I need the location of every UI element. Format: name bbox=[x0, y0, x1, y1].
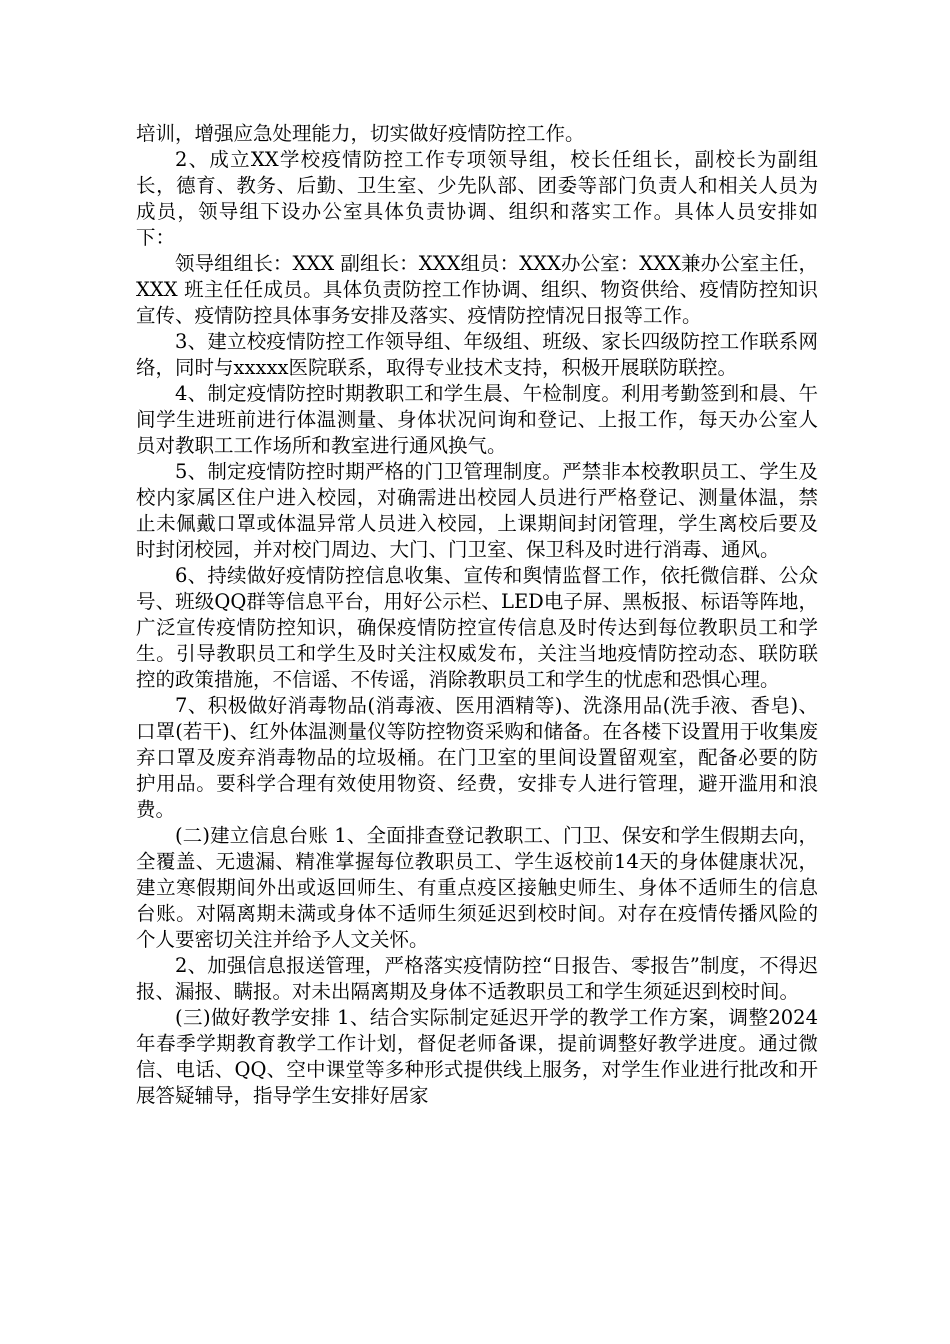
paragraph-11: (三)做好教学安排 1、结合实际制定延迟开学的教学工作方案，调整2024年春季学期教育教学工作计划，督促老师备课，提前调整好教学进度。通过微信、电话、QQ、空中课堂等多种形式提供线上服务，对学生作业进行批改和开展答疑辅导，指导学生安排好居家 bbox=[136, 1006, 818, 1107]
paragraph-5: 4、制定疫情防控时期教职工和学生晨、午检制度。利用考勤签到和晨、午间学生进班前进行体温测量、身体状况问询和登记、上报工作，每天办公室人员对教职工工作场所和教室进行通风换气。 bbox=[136, 382, 818, 457]
paragraph-7: 6、持续做好疫情防控信息收集、宣传和舆情监督工作，依托微信群、公众号、班级QQ群等信息平台，用好公示栏、LED电子屏、黑板报、标语等阵地，广泛宣传疫情防控知识，确保疫情防控宣传信息及时传达到每位教职员工和学生。引导教职员工和学生及时关注权威发布，关注当地疫情防控动态、联防联控的政策措施，不信谣、不传谣，消除教职员工和学生的忧虑和恐惧心理。 bbox=[136, 564, 818, 691]
document-page bbox=[136, 121, 818, 1109]
paragraph-6: 5、制定疫情防控时期严格的门卫管理制度。严禁非本校教职员工、学生及校内家属区住户进入校园，对确需进出校园人员进行严格登记、测量体温，禁止未佩戴口罩或体温异常人员进入校园，上课期间封闭管理，学生离校后要及时封闭校园，并对校门周边、大门、门卫室、保卫科及时进行消毒、通风。 bbox=[136, 460, 818, 561]
paragraph-4: 3、建立校疫情防控工作领导组、年级组、班级、家长四级防控工作联系网络，同时与xxxxx医院联系，取得专业技术支持，积极开展联防联控。 bbox=[136, 330, 818, 379]
paragraph-1: 培训，增强应急处理能力，切实做好疫情防控工作。 bbox=[136, 122, 585, 145]
paragraph-10: 2、加强信息报送管理，严格落实疫情防控“日报告、零报告”制度，不得迟报、漏报、瞒报。对未出隔离期及身体不适教职员工和学生须延迟到校时间。 bbox=[136, 954, 818, 1003]
paragraph-8: 7、积极做好消毒物品(消毒液、医用酒精等)、洗涤用品(洗手液、香皂)、口罩(若干)、红外体温测量仪等防控物资采购和储备。在各楼下设置用于收集废弃口罩及废弃消毒物品的垃圾桶。在门卫室的里间设置留观室，配备必要的防护用品。要科学合理有效使用物资、经费，安排专人进行管理，避开滥用和浪费。 bbox=[136, 694, 818, 821]
paragraph-3: 领导组组长：XXX 副组长：XXX组员：XXX办公室：XXX兼办公室主任，XXX 班主任任成员。具体负责防控工作协调、组织、物资供给、疫情防控知识宣传、疫情防控具体事务安排及落实、疫情防控情况日报等工作。 bbox=[136, 252, 818, 327]
paragraph-2: 2、成立XX学校疫情防控工作专项领导组，校长任组长，副校长为副组长，德育、教务、后勤、卫生室、少先队部、团委等部门负责人和相关人员为成员，领导组下设办公室具体负责协调、组织和落实工作。具体人员安排如下： bbox=[136, 148, 818, 249]
paragraph-9: (二)建立信息台账 1、全面排查登记教职工、门卫、保安和学生假期去向，全覆盖、无遗漏、精准掌握每位教职员工、学生返校前14天的身体健康状况，建立寒假期间外出或返回师生、有重点疫区接触史师生、身体不适师生的信息台账。对隔离期未满或身体不适师生须延迟到校时间。对存在疫情传播风险的个人要密切关注并给予人文关怀。 bbox=[136, 824, 818, 951]
